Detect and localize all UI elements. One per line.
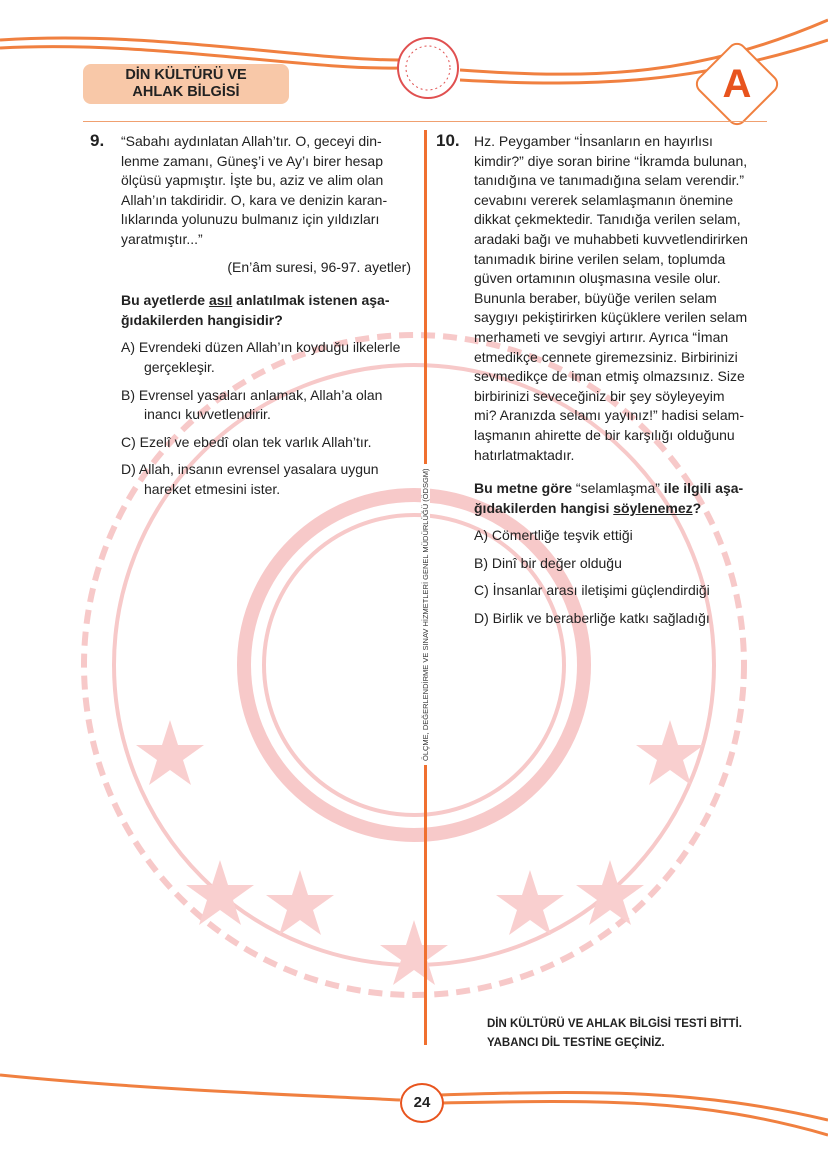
text-line: ölçüsü yapmıştır. İşte bu, aziz ve alim olan [121,172,384,189]
option-text: D) Allah, insanın evrensel yasalara uygun [121,461,379,478]
option-b[interactable] [121,386,411,425]
question-number: 9. [90,131,105,150]
stem-emphasis: asıl [208,292,233,309]
header-divider [83,121,767,122]
text-line: laşmanın ahirette de bir karşılığı olduğunu [474,426,735,443]
option-a[interactable]: A) Cömertliğe teşvik ettiği [474,527,633,544]
source-citation: (En’âm suresi, 96-97. ayetler) [227,258,411,275]
stem-term: “selamlaşma” [575,480,660,497]
option-d[interactable] [121,460,411,499]
stem-text: ğıdakilerden hangisi [474,499,614,516]
question-9 [121,132,411,500]
text-line: mi? Aranızda selamı yayınız!” hadisi selam- [474,407,744,424]
ministry-logo [398,38,458,98]
text-line: merhameti ve sevgiyi artırır. Ayrıca “İman [474,328,729,345]
question-10 [474,132,774,629]
text-line: kimdir?” diye soran birine “İkramda bulunan, [474,152,748,169]
text-line: “Sabahı aydınlatan Allah’tır. O, geceyi din- [121,133,382,149]
option-text: hareket etmesini ister. [144,480,281,497]
text-line: aradaki bağı ve muhabbeti kuvvetlendirirken [474,230,748,247]
page-number: 24 [400,1083,444,1123]
stem-text: ile ilgili aşa- [659,480,744,497]
option-c[interactable] [121,433,411,453]
text-line: lıklarında yolunuzu bulmanız için yıldızları [121,211,380,228]
stem-text: anlatılmak istenen aşa- [232,292,390,309]
text-line: Hz. Peygamber “İnsanların en hayırlısı [474,133,713,149]
text-line: cevabını vererek selamlaşmanın önemine [474,191,734,208]
text-line: tanımadık birine verilen selam, toplumda [474,250,726,267]
text-line: etmedikçe cennete giremezsiniz. Birbirinizi [474,348,738,365]
option-text: C) Ezelî ve ebedî olan tek varlık Allah’tır. [121,433,372,450]
text-line: saygıyı pekiştirirken küçüklere verilen selam [474,309,748,326]
option-text: A) Evrendeki düzen Allah’ın koyduğu ilkelerle [121,339,401,356]
text-line: lenme zamanı, Güneş’i ve Ay’ı birer hesap [121,152,383,169]
text-line: tanıdığına ve tanımadığına selam verendir.” [474,172,745,189]
question-text [121,132,411,250]
option-d[interactable]: D) Birlik ve beraberliğe katkı sağladığı [474,610,710,627]
booklet-letter: A [722,62,752,106]
end-of-test-note [487,1015,742,1053]
text-line: Bununla beraber, büyüğe verilen selam [474,289,717,306]
text-line: hatırlatmaktadır. [474,446,575,463]
question-text [474,132,774,465]
question-stem [121,291,411,330]
stem-text: ? [692,499,702,516]
option-a[interactable] [121,338,411,377]
stem-text: ğıdakilerden hangisidir? [121,311,283,328]
subject-label [83,64,289,104]
note-line: YABANCI DİL TESTİNE GEÇİNİZ. [487,1037,665,1049]
option-c[interactable]: C) İnsanlar arası iletişimi güçlendirdiği [474,582,710,599]
subject-line: DİN KÜLTÜRÜ VE [125,67,247,83]
option-b[interactable]: B) Dinî bir değer olduğu [474,554,622,571]
stem-text: Bu ayetlerde [121,292,209,309]
text-line: yaratmıştır...” [121,230,203,247]
option-text: B) Evrensel yasaları anlamak, Allah’a olan [121,386,383,403]
text-line: sevmedikçe de iman etmiş olmazsınız. Size [474,368,745,385]
question-number: 10. [436,131,460,150]
question-stem [474,479,774,518]
option-text: inancı kuvvetlendirir. [144,406,271,423]
text-line: birbirinizi seveceğiniz bir şey söyleyeyim [474,387,725,404]
stem-emphasis: söylenemez [613,499,693,516]
note-line: DİN KÜLTÜRÜ VE AHLAK BİLGİSİ TESTİ BİTTİ. [487,1018,742,1030]
option-text: gerçekleşir. [144,358,215,375]
side-text: ÖLÇME, DEĞERLENDİRME VE SINAV HİZMETLERİ GENEL MÜDÜRLÜĞÜ (ÖDSGM) [421,464,430,765]
text-line: dikkat çekmektedir. Tanıdığa verilen selam, [474,211,741,228]
text-line: Allah’ın takdiridir. O, kara ve denizin karan- [121,191,388,208]
stem-text: Bu metne göre [474,480,576,497]
subject-line: AHLAK BİLGİSİ [132,84,240,100]
text-line: güven ortamının oluşmasına vesile olur. [474,270,721,287]
